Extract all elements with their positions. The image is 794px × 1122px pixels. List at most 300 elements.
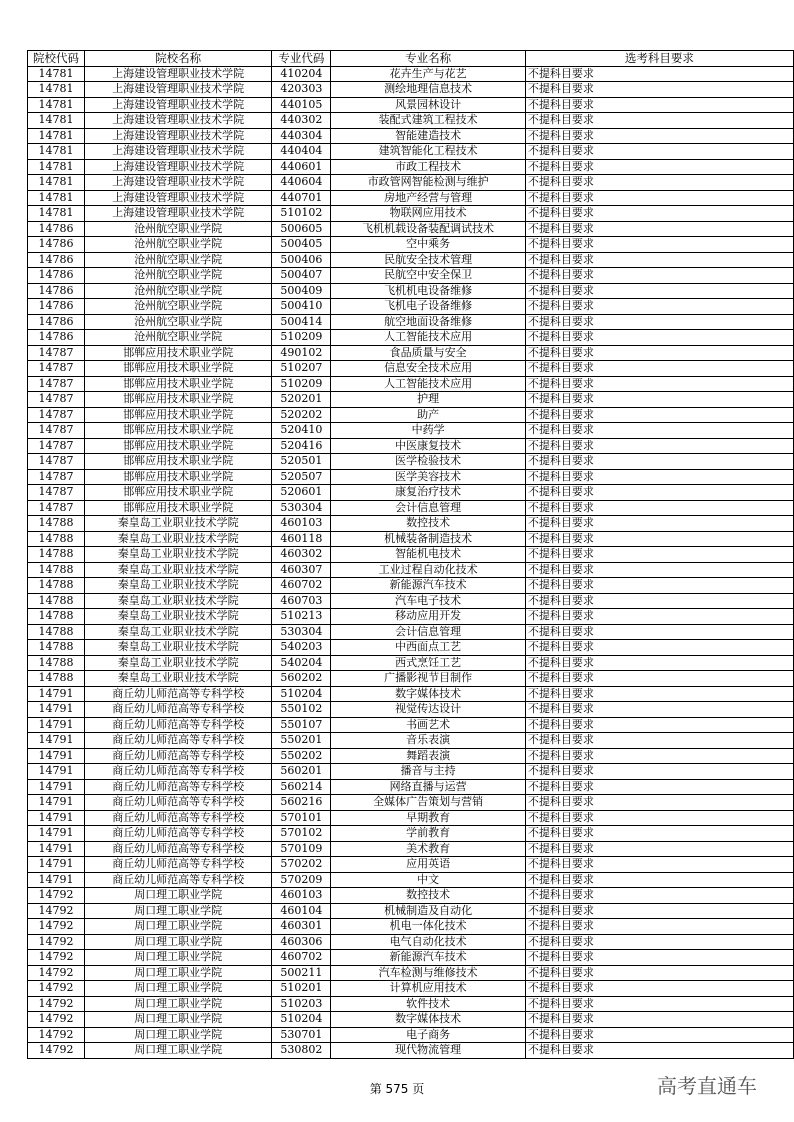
major-name-cell: 汽车检测与维修技术 — [331, 965, 525, 981]
subject-requirement-cell: 不提科目要求 — [525, 779, 793, 795]
table-row — [28, 268, 794, 284]
major-name-cell: 医学检验技术 — [331, 454, 525, 470]
major-name-cell: 医学美容技术 — [331, 469, 525, 485]
school-name-cell: 上海建设管理职业技术学院 — [84, 113, 272, 129]
major-code-cell: 460702 — [272, 578, 331, 594]
school-name-cell: 商丘幼儿师范高等专科学校 — [84, 857, 272, 873]
school-code-cell: 14792 — [28, 919, 85, 935]
school-name-cell: 邯郸应用技术职业学院 — [84, 469, 272, 485]
major-name-cell: 人工智能技术应用 — [331, 330, 525, 346]
school-code-cell: 14792 — [28, 1027, 85, 1043]
subject-requirement-cell: 不提科目要求 — [525, 500, 793, 516]
school-code-cell: 14791 — [28, 733, 85, 749]
table-row — [28, 144, 794, 160]
school-code-cell: 14781 — [28, 82, 85, 98]
school-name-cell: 周口理工职业学院 — [84, 950, 272, 966]
major-name-cell: 花卉生产与花艺 — [331, 66, 525, 82]
major-name-cell: 数控技术 — [331, 888, 525, 904]
major-code-cell: 550107 — [272, 717, 331, 733]
school-code-cell: 14791 — [28, 702, 85, 718]
major-code-cell: 410204 — [272, 66, 331, 82]
school-code-cell: 14788 — [28, 640, 85, 656]
table-row — [28, 795, 794, 811]
major-code-cell: 440601 — [272, 159, 331, 175]
table-row — [28, 221, 794, 237]
school-name-cell: 周口理工职业学院 — [84, 888, 272, 904]
subject-requirement-cell: 不提科目要求 — [525, 671, 793, 687]
major-code-cell: 500409 — [272, 283, 331, 299]
table-row — [28, 407, 794, 423]
subject-requirement-cell: 不提科目要求 — [525, 66, 793, 82]
table-row — [28, 314, 794, 330]
major-code-cell: 560216 — [272, 795, 331, 811]
major-code-cell: 500414 — [272, 314, 331, 330]
school-name-cell: 上海建设管理职业技术学院 — [84, 82, 272, 98]
school-name-cell: 周口理工职业学院 — [84, 965, 272, 981]
subject-requirement-cell: 不提科目要求 — [525, 283, 793, 299]
major-code-cell: 520416 — [272, 438, 331, 454]
table-row — [28, 903, 794, 919]
major-name-cell: 建筑智能化工程技术 — [331, 144, 525, 160]
school-name-cell: 上海建设管理职业技术学院 — [84, 159, 272, 175]
major-code-cell: 460702 — [272, 950, 331, 966]
major-name-cell: 美术教育 — [331, 841, 525, 857]
school-name-cell: 秦皇岛工业职业技术学院 — [84, 671, 272, 687]
subject-requirement-cell: 不提科目要求 — [525, 981, 793, 997]
school-name-cell: 邯郸应用技术职业学院 — [84, 345, 272, 361]
subject-requirement-cell: 不提科目要求 — [525, 624, 793, 640]
table-row — [28, 159, 794, 175]
major-name-cell: 新能源汽车技术 — [331, 950, 525, 966]
major-name-cell: 计算机应用技术 — [331, 981, 525, 997]
subject-requirement-cell: 不提科目要求 — [525, 175, 793, 191]
school-name-cell: 商丘幼儿师范高等专科学校 — [84, 686, 272, 702]
major-name-cell: 房地产经营与管理 — [331, 190, 525, 206]
major-name-cell: 中西面点工艺 — [331, 640, 525, 656]
major-name-cell: 中医康复技术 — [331, 438, 525, 454]
table-row — [28, 578, 794, 594]
table-row — [28, 330, 794, 346]
major-code-cell: 530802 — [272, 1043, 331, 1059]
school-code-cell: 14781 — [28, 97, 85, 113]
school-name-cell: 周口理工职业学院 — [84, 919, 272, 935]
major-code-cell: 510213 — [272, 609, 331, 625]
school-code-cell: 14788 — [28, 593, 85, 609]
subject-requirement-cell: 不提科目要求 — [525, 128, 793, 144]
school-name-cell: 周口理工职业学院 — [84, 996, 272, 1012]
school-name-cell: 沧州航空职业学院 — [84, 283, 272, 299]
school-code-cell: 14791 — [28, 857, 85, 873]
school-code-cell: 14786 — [28, 221, 85, 237]
major-name-cell: 电子商务 — [331, 1027, 525, 1043]
school-name-cell: 秦皇岛工业职业技术学院 — [84, 593, 272, 609]
table-row — [28, 454, 794, 470]
major-code-cell: 510204 — [272, 1012, 331, 1028]
table-row — [28, 950, 794, 966]
major-code-cell: 500406 — [272, 252, 331, 268]
school-code-cell: 14788 — [28, 655, 85, 671]
school-name-cell: 上海建设管理职业技术学院 — [84, 206, 272, 222]
school-code-cell: 14781 — [28, 113, 85, 129]
major-name-cell: 广播影视节目制作 — [331, 671, 525, 687]
major-name-cell: 学前教育 — [331, 826, 525, 842]
major-code-cell: 550201 — [272, 733, 331, 749]
school-name-cell: 秦皇岛工业职业技术学院 — [84, 609, 272, 625]
school-code-cell: 14788 — [28, 562, 85, 578]
major-code-cell: 460301 — [272, 919, 331, 935]
table-row — [28, 361, 794, 377]
major-name-cell: 机械装备制造技术 — [331, 531, 525, 547]
subject-requirement-cell: 不提科目要求 — [525, 934, 793, 950]
major-code-cell: 510209 — [272, 330, 331, 346]
subject-requirement-cell: 不提科目要求 — [525, 252, 793, 268]
subject-requirement-cell: 不提科目要求 — [525, 950, 793, 966]
major-code-cell: 440302 — [272, 113, 331, 129]
school-name-cell: 商丘幼儿师范高等专科学校 — [84, 717, 272, 733]
major-name-cell: 现代物流管理 — [331, 1043, 525, 1059]
major-name-cell: 飞机机载设备装配调试技术 — [331, 221, 525, 237]
major-code-cell: 520410 — [272, 423, 331, 439]
table-row — [28, 981, 794, 997]
school-name-cell: 秦皇岛工业职业技术学院 — [84, 578, 272, 594]
school-code-cell: 14786 — [28, 252, 85, 268]
school-name-cell: 邯郸应用技术职业学院 — [84, 361, 272, 377]
subject-requirement-cell: 不提科目要求 — [525, 857, 793, 873]
major-name-cell: 航空地面设备维修 — [331, 314, 525, 330]
table-row — [28, 609, 794, 625]
major-name-cell: 汽车电子技术 — [331, 593, 525, 609]
major-code-cell: 560202 — [272, 671, 331, 687]
school-name-cell: 周口理工职业学院 — [84, 934, 272, 950]
table-row — [28, 283, 794, 299]
table-row — [28, 175, 794, 191]
table-row — [28, 934, 794, 950]
table-row — [28, 547, 794, 563]
school-name-cell: 商丘幼儿师范高等专科学校 — [84, 810, 272, 826]
school-code-cell: 14786 — [28, 314, 85, 330]
major-name-cell: 书画艺术 — [331, 717, 525, 733]
major-code-cell: 550102 — [272, 702, 331, 718]
table-row — [28, 717, 794, 733]
major-name-cell: 中药学 — [331, 423, 525, 439]
table-row — [28, 206, 794, 222]
page-number: 第 575 页 — [369, 1082, 425, 1096]
table-row — [28, 500, 794, 516]
table-row — [28, 252, 794, 268]
school-code-cell: 14787 — [28, 423, 85, 439]
school-name-cell: 秦皇岛工业职业技术学院 — [84, 531, 272, 547]
school-code-cell: 14792 — [28, 981, 85, 997]
major-name-cell: 软件技术 — [331, 996, 525, 1012]
table-row — [28, 593, 794, 609]
table-row — [28, 764, 794, 780]
subject-requirement-cell: 不提科目要求 — [525, 562, 793, 578]
school-name-cell: 沧州航空职业学院 — [84, 330, 272, 346]
table-row — [28, 562, 794, 578]
table-row — [28, 779, 794, 795]
school-code-cell: 14787 — [28, 361, 85, 377]
subject-requirement-cell: 不提科目要求 — [525, 888, 793, 904]
subject-requirement-cell: 不提科目要求 — [525, 1012, 793, 1028]
school-code-cell: 14788 — [28, 547, 85, 563]
school-name-cell: 邯郸应用技术职业学院 — [84, 500, 272, 516]
school-code-cell: 14787 — [28, 454, 85, 470]
major-code-cell: 510102 — [272, 206, 331, 222]
major-code-cell: 440105 — [272, 97, 331, 113]
table-row — [28, 996, 794, 1012]
school-code-cell: 14792 — [28, 903, 85, 919]
major-name-cell: 风景园林设计 — [331, 97, 525, 113]
major-name-cell: 移动应用开发 — [331, 609, 525, 625]
school-code-cell: 14781 — [28, 144, 85, 160]
subject-requirement-cell: 不提科目要求 — [525, 826, 793, 842]
table-row — [28, 485, 794, 501]
subject-requirement-cell: 不提科目要求 — [525, 686, 793, 702]
major-name-cell: 康复治疗技术 — [331, 485, 525, 501]
subject-requirement-cell: 不提科目要求 — [525, 438, 793, 454]
subject-requirement-cell: 不提科目要求 — [525, 531, 793, 547]
table-row — [28, 919, 794, 935]
table-row — [28, 640, 794, 656]
subject-requirement-cell: 不提科目要求 — [525, 795, 793, 811]
table-row — [28, 841, 794, 857]
school-code-cell: 14792 — [28, 1012, 85, 1028]
major-code-cell: 520501 — [272, 454, 331, 470]
school-code-cell: 14787 — [28, 392, 85, 408]
table-row — [28, 469, 794, 485]
subject-requirement-cell: 不提科目要求 — [525, 733, 793, 749]
school-name-cell: 邯郸应用技术职业学院 — [84, 485, 272, 501]
subject-requirement-cell: 不提科目要求 — [525, 702, 793, 718]
school-name-cell: 秦皇岛工业职业技术学院 — [84, 655, 272, 671]
table-row — [28, 438, 794, 454]
school-code-cell: 14781 — [28, 128, 85, 144]
school-name-cell: 沧州航空职业学院 — [84, 252, 272, 268]
school-code-cell: 14792 — [28, 888, 85, 904]
school-name-cell: 秦皇岛工业职业技术学院 — [84, 516, 272, 532]
major-code-cell: 490102 — [272, 345, 331, 361]
school-name-cell: 邯郸应用技术职业学院 — [84, 407, 272, 423]
subject-requirement-cell: 不提科目要求 — [525, 609, 793, 625]
subject-requirement-cell: 不提科目要求 — [525, 640, 793, 656]
table-row — [28, 1043, 794, 1059]
major-code-cell: 460103 — [272, 516, 331, 532]
header-major-name: 专业名称 — [331, 51, 525, 67]
major-name-cell: 中文 — [331, 872, 525, 888]
school-code-cell: 14788 — [28, 671, 85, 687]
subject-requirement-cell: 不提科目要求 — [525, 376, 793, 392]
major-name-cell: 会计信息管理 — [331, 500, 525, 516]
major-name-cell: 播音与主持 — [331, 764, 525, 780]
table-row — [28, 516, 794, 532]
major-code-cell: 520201 — [272, 392, 331, 408]
major-code-cell: 460703 — [272, 593, 331, 609]
school-name-cell: 上海建设管理职业技术学院 — [84, 190, 272, 206]
subject-requirement-cell: 不提科目要求 — [525, 237, 793, 253]
subject-requirement-cell: 不提科目要求 — [525, 392, 793, 408]
major-name-cell: 机械制造及自动化 — [331, 903, 525, 919]
school-name-cell: 秦皇岛工业职业技术学院 — [84, 547, 272, 563]
table-row — [28, 826, 794, 842]
school-name-cell: 商丘幼儿师范高等专科学校 — [84, 748, 272, 764]
school-code-cell: 14791 — [28, 810, 85, 826]
subject-requirement-cell: 不提科目要求 — [525, 903, 793, 919]
school-code-cell: 14787 — [28, 500, 85, 516]
major-name-cell: 护理 — [331, 392, 525, 408]
major-name-cell: 物联网应用技术 — [331, 206, 525, 222]
school-code-cell: 14792 — [28, 996, 85, 1012]
major-code-cell: 510203 — [272, 996, 331, 1012]
table-row — [28, 702, 794, 718]
school-code-cell: 14788 — [28, 578, 85, 594]
school-code-cell: 14788 — [28, 531, 85, 547]
subject-requirement-cell: 不提科目要求 — [525, 345, 793, 361]
school-name-cell: 商丘幼儿师范高等专科学校 — [84, 764, 272, 780]
school-code-cell: 14781 — [28, 66, 85, 82]
subject-requirement-cell: 不提科目要求 — [525, 841, 793, 857]
major-name-cell: 音乐表演 — [331, 733, 525, 749]
logo-text: 高考直通车 — [657, 1074, 757, 1098]
subject-requirement-cell: 不提科目要求 — [525, 965, 793, 981]
subject-requirement-cell: 不提科目要求 — [525, 361, 793, 377]
school-code-cell: 14786 — [28, 330, 85, 346]
table-row — [28, 113, 794, 129]
major-code-cell: 500605 — [272, 221, 331, 237]
subject-requirement-cell: 不提科目要求 — [525, 221, 793, 237]
school-name-cell: 邯郸应用技术职业学院 — [84, 423, 272, 439]
major-name-cell: 测绘地理信息技术 — [331, 82, 525, 98]
table-header-row — [28, 51, 794, 67]
school-name-cell: 周口理工职业学院 — [84, 1043, 272, 1059]
header-subject-requirement: 选考科目要求 — [525, 51, 793, 67]
school-name-cell: 邯郸应用技术职业学院 — [84, 438, 272, 454]
subject-requirement-cell: 不提科目要求 — [525, 1043, 793, 1059]
major-name-cell: 装配式建筑工程技术 — [331, 113, 525, 129]
major-name-cell: 早期教育 — [331, 810, 525, 826]
subject-requirement-cell: 不提科目要求 — [525, 748, 793, 764]
major-name-cell: 市政管网智能检测与维护 — [331, 175, 525, 191]
subject-requirement-cell: 不提科目要求 — [525, 82, 793, 98]
school-name-cell: 周口理工职业学院 — [84, 903, 272, 919]
school-name-cell: 邯郸应用技术职业学院 — [84, 454, 272, 470]
major-name-cell: 民航安全技术管理 — [331, 252, 525, 268]
major-code-cell: 460307 — [272, 562, 331, 578]
subject-requirement-cell: 不提科目要求 — [525, 655, 793, 671]
school-code-cell: 14791 — [28, 795, 85, 811]
school-code-cell: 14791 — [28, 764, 85, 780]
subject-requirement-cell: 不提科目要求 — [525, 407, 793, 423]
subject-requirement-cell: 不提科目要求 — [525, 299, 793, 315]
major-code-cell: 460118 — [272, 531, 331, 547]
school-code-cell: 14788 — [28, 609, 85, 625]
school-code-cell: 14786 — [28, 299, 85, 315]
major-code-cell: 460302 — [272, 547, 331, 563]
school-name-cell: 商丘幼儿师范高等专科学校 — [84, 841, 272, 857]
major-code-cell: 570202 — [272, 857, 331, 873]
school-name-cell: 上海建设管理职业技术学院 — [84, 97, 272, 113]
school-code-cell: 14792 — [28, 965, 85, 981]
subject-requirement-cell: 不提科目要求 — [525, 764, 793, 780]
major-name-cell: 民航空中安全保卫 — [331, 268, 525, 284]
school-code-cell: 14792 — [28, 950, 85, 966]
school-name-cell: 周口理工职业学院 — [84, 981, 272, 997]
subject-requirement-cell: 不提科目要求 — [525, 717, 793, 733]
major-code-cell: 440701 — [272, 190, 331, 206]
table-row — [28, 128, 794, 144]
subject-requirement-cell: 不提科目要求 — [525, 113, 793, 129]
school-code-cell: 14791 — [28, 748, 85, 764]
major-code-cell: 500410 — [272, 299, 331, 315]
school-name-cell: 秦皇岛工业职业技术学院 — [84, 624, 272, 640]
major-code-cell: 570101 — [272, 810, 331, 826]
table-row — [28, 857, 794, 873]
major-code-cell: 510201 — [272, 981, 331, 997]
major-code-cell: 510209 — [272, 376, 331, 392]
school-name-cell: 沧州航空职业学院 — [84, 268, 272, 284]
major-name-cell: 助产 — [331, 407, 525, 423]
school-code-cell: 14781 — [28, 175, 85, 191]
school-name-cell: 周口理工职业学院 — [84, 1012, 272, 1028]
school-code-cell: 14791 — [28, 872, 85, 888]
school-code-cell: 14791 — [28, 717, 85, 733]
school-code-cell: 14787 — [28, 345, 85, 361]
subject-requirement-cell: 不提科目要求 — [525, 919, 793, 935]
school-name-cell: 上海建设管理职业技术学院 — [84, 128, 272, 144]
header-school-code: 院校代码 — [28, 51, 85, 67]
school-name-cell: 商丘幼儿师范高等专科学校 — [84, 733, 272, 749]
school-name-cell: 上海建设管理职业技术学院 — [84, 66, 272, 82]
major-name-cell: 市政工程技术 — [331, 159, 525, 175]
major-code-cell: 460103 — [272, 888, 331, 904]
major-code-cell: 500405 — [272, 237, 331, 253]
subject-requirement-cell: 不提科目要求 — [525, 268, 793, 284]
major-name-cell: 新能源汽车技术 — [331, 578, 525, 594]
school-name-cell: 沧州航空职业学院 — [84, 221, 272, 237]
school-code-cell: 14791 — [28, 779, 85, 795]
subject-requirement-cell: 不提科目要求 — [525, 423, 793, 439]
major-name-cell: 工业过程自动化技术 — [331, 562, 525, 578]
table-row — [28, 345, 794, 361]
major-code-cell: 500211 — [272, 965, 331, 981]
school-code-cell: 14787 — [28, 407, 85, 423]
major-name-cell: 飞机机电设备维修 — [331, 283, 525, 299]
major-code-cell: 510204 — [272, 686, 331, 702]
subject-requirement-cell: 不提科目要求 — [525, 872, 793, 888]
subject-requirement-cell: 不提科目要求 — [525, 97, 793, 113]
major-code-cell: 570209 — [272, 872, 331, 888]
school-code-cell: 14787 — [28, 469, 85, 485]
table-row — [28, 1012, 794, 1028]
school-name-cell: 秦皇岛工业职业技术学院 — [84, 640, 272, 656]
major-name-cell: 会计信息管理 — [331, 624, 525, 640]
table-row — [28, 671, 794, 687]
major-name-cell: 电气自动化技术 — [331, 934, 525, 950]
major-code-cell: 530304 — [272, 624, 331, 640]
school-code-cell: 14788 — [28, 516, 85, 532]
major-name-cell: 数字媒体技术 — [331, 1012, 525, 1028]
school-name-cell: 商丘幼儿师范高等专科学校 — [84, 779, 272, 795]
school-code-cell: 14786 — [28, 268, 85, 284]
subject-requirement-cell: 不提科目要求 — [525, 144, 793, 160]
major-name-cell: 飞机电子设备维修 — [331, 299, 525, 315]
school-code-cell: 14781 — [28, 206, 85, 222]
school-code-cell: 14787 — [28, 485, 85, 501]
major-code-cell: 570102 — [272, 826, 331, 842]
school-code-cell: 14787 — [28, 376, 85, 392]
table-row — [28, 624, 794, 640]
major-name-cell: 信息安全技术应用 — [331, 361, 525, 377]
major-code-cell: 560214 — [272, 779, 331, 795]
